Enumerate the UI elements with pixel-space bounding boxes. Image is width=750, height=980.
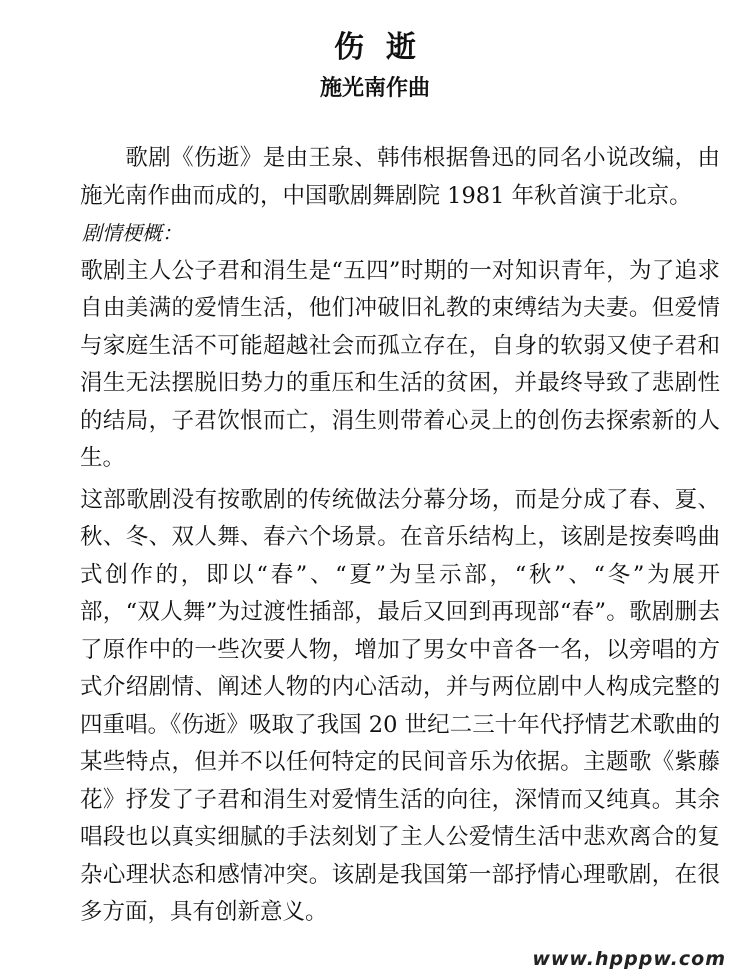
synopsis-paragraph: 歌剧主人公子君和涓生是“五四”时期的一对知识青年，为了追求自由美满的爱情生活，他们冲破旧礼教的束缚结为夫妻。但爱情与家庭生活不可能超越社会而孤立存在，自身的软弱又使子君和涓生无法摆脱旧势力的重压和生活的贫困，并最终导致了悲剧性的结局，子君饮恨而亡，涓生则带着心灵上的创伤去探索新的人生。 (80, 257, 720, 471)
synopsis-heading: 剧情梗概： (82, 221, 182, 245)
analysis-paragraph: 这部歌剧没有按歌剧的传统做法分幕分场，而是分成了春、夏、秋、冬、双人舞、春六个场景。在音乐结构上，该剧是按奏鸣曲式创作的，即以“春”、“夏”为呈示部，“秋”、“冬”为展开部，“双人舞”为过渡性插部，最后又回到再现部“春”。歌剧删去了原作中的一些次要人物，增加了男女中音各一名，以旁唱的方式介绍剧情、阐述人物的内心活动，并与两位剧中人构成完整的四重唱。《伤逝》吸取了我国 20 世纪二三十年代抒情艺术歌曲的某些特点，但并不以任何特定的民间音乐为依据。主题歌《紫藤花》抒发了子君和涓生对爱情生活的向往，深情而又纯真。其余唱段也以真实细腻的手法刻划了主人公爱情生活中悲欢离合的复杂心理状态和感情冲突。该剧是我国第一部抒情心理歌剧，在很多方面，具有创新意义。 (80, 486, 720, 925)
page-title: 伤逝 (334, 30, 438, 65)
watermark-url: www.hpppw.com (532, 948, 726, 970)
document-body (80, 140, 720, 932)
composer-subtitle: 施光南作曲 (319, 76, 430, 101)
intro-paragraph: 歌剧《伤逝》是由王泉、韩伟根据鲁迅的同名小说改编，由施光南作曲而成的，中国歌剧舞剧院 1981 年秋首演于北京。 (80, 145, 720, 209)
